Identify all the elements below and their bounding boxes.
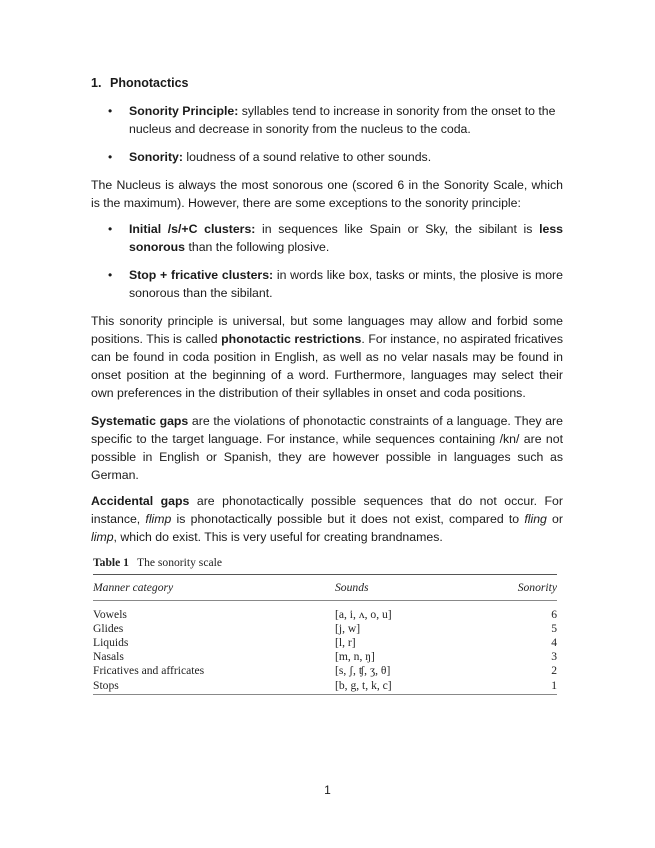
- example-word: flimp: [145, 512, 172, 526]
- table-caption-label: Table 1: [93, 556, 129, 569]
- table-body: [93, 601, 557, 694]
- paragraph-accidental-gaps: [91, 492, 563, 546]
- table-row: [93, 678, 557, 692]
- paragraph-text: are the violations of phonotactic constraints of a language. They are specific to the target language. For instance, while sequences containing /kn/ are not possible in English or Spanish, they are however possible in languages such as German.: [91, 414, 563, 482]
- table-row: [93, 607, 557, 621]
- table-cell-sonority: 2: [551, 664, 557, 678]
- table-cell-manner: Fricatives and affricates: [93, 664, 205, 678]
- bullet-label: Initial /s/+C clusters:: [129, 222, 256, 236]
- bullet-label: Sonority:: [129, 150, 183, 164]
- table-caption-title: The sonority scale: [136, 556, 222, 569]
- paragraph-text: or: [546, 512, 563, 526]
- table-header-manner: Manner category: [93, 581, 174, 594]
- paragraph-universal: [91, 312, 563, 402]
- section-number: 1.: [91, 76, 102, 90]
- paragraph-text: , which do exist. This is very useful for creating brandnames.: [113, 530, 443, 544]
- table-cell-sounds: [s, ʃ, ʧ, ʒ, θ]: [335, 664, 391, 678]
- bullet-dot-icon: •: [108, 104, 113, 118]
- table-cell-sounds: [a, i, ʌ, o, u]: [335, 607, 392, 621]
- paragraph-text: This sonority principle is universal, but some languages may allow and forbid some positions. This is called: [91, 314, 563, 346]
- term-systematic-gaps: Systematic gaps: [91, 414, 189, 428]
- table-cell-sounds: [l, r]: [335, 635, 356, 649]
- example-word: limp: [91, 530, 114, 544]
- table-cell-manner: Liquids: [93, 635, 129, 649]
- bullet-dot-icon: •: [108, 268, 113, 282]
- bullet-emphasis: less sonorous: [129, 222, 563, 254]
- section-title: Phonotactics: [110, 76, 189, 90]
- paragraph-text: is phonotactically possible but it does not exist, compared to: [171, 512, 525, 526]
- table-row: [93, 635, 557, 649]
- term-accidental-gaps: Accidental gaps: [91, 494, 190, 508]
- paragraph-text: are phonotactically possible sequences that do not occur. For instance,: [91, 494, 563, 526]
- table-cell-manner: Stops: [93, 678, 119, 692]
- table-row: [93, 650, 557, 664]
- bullet-stop-fricative-clusters: [108, 266, 563, 302]
- table-cell-sounds: [b, g, t, k, c]: [335, 678, 392, 692]
- bullet-text: in sequences like Spain or Sky, the sibilant is: [255, 222, 540, 236]
- paragraph-systematic-gaps: [91, 412, 563, 484]
- bullet-text: in words like box, tasks or mints, the plosive is more sonorous than the sibilant.: [129, 268, 563, 300]
- paragraph-text: . For instance, no aspirated fricatives can be found in coda position in English, as well as no velar nasals may be found in onset position at the beginning of a word. Furthermore, languages may select their own preferences in the distribution of their syllables in onset and coda positions.: [91, 332, 563, 400]
- bullet-label: Stop + fricative clusters:: [129, 268, 274, 282]
- table-cell-sonority: 4: [551, 635, 557, 649]
- table-cell-sonority: 1: [551, 678, 557, 692]
- table-row: [93, 621, 557, 635]
- bullet-dot-icon: •: [108, 222, 113, 236]
- table-bottom-rule: [93, 694, 557, 695]
- sonority-table: [93, 556, 557, 695]
- bullet-list-principles: [108, 102, 563, 176]
- table-cell-sonority: 5: [551, 621, 557, 635]
- bullet-label: Sonority Principle:: [129, 104, 239, 118]
- bullet-sonority-principle: [108, 102, 563, 138]
- table-cell-manner: Vowels: [93, 607, 127, 621]
- paragraph-nucleus: The Nucleus is always the most sonorous one (scored 6 in the Sonority Scale, which is the maximum). However, there are some exceptions to the sonority principle:: [91, 178, 563, 210]
- table-header-row: [93, 575, 557, 600]
- bullet-text: than the following plosive.: [185, 240, 330, 254]
- bullet-list-exceptions: [108, 220, 563, 312]
- bullet-dot-icon: •: [108, 150, 113, 164]
- table-caption: [93, 556, 557, 574]
- bullet-text: loudness of a sound relative to other sounds.: [182, 150, 432, 164]
- table-header-sonority: Sonority: [517, 581, 557, 594]
- table-cell-sonority: 6: [551, 607, 557, 621]
- bullet-text: syllables tend to increase in sonority from the onset to the nucleus and decrease in sonority from the nucleus to the coda.: [129, 104, 556, 136]
- term-phonotactic-restrictions: phonotactic restrictions: [221, 332, 362, 346]
- table-cell-sounds: [m, n, ŋ]: [335, 650, 375, 664]
- bullet-initial-s-clusters: [108, 220, 563, 256]
- example-word: fling: [524, 512, 547, 526]
- table-cell-manner: Nasals: [93, 650, 124, 664]
- table-cell-sounds: [j, w]: [335, 621, 361, 635]
- table-cell-sonority: 3: [551, 650, 557, 664]
- table-row: [93, 664, 557, 678]
- section-heading: [91, 76, 189, 90]
- table-header-sounds: Sounds: [335, 581, 369, 594]
- table-cell-manner: Glides: [93, 621, 124, 635]
- bullet-sonority: [108, 148, 563, 166]
- page-number: 1: [324, 783, 331, 797]
